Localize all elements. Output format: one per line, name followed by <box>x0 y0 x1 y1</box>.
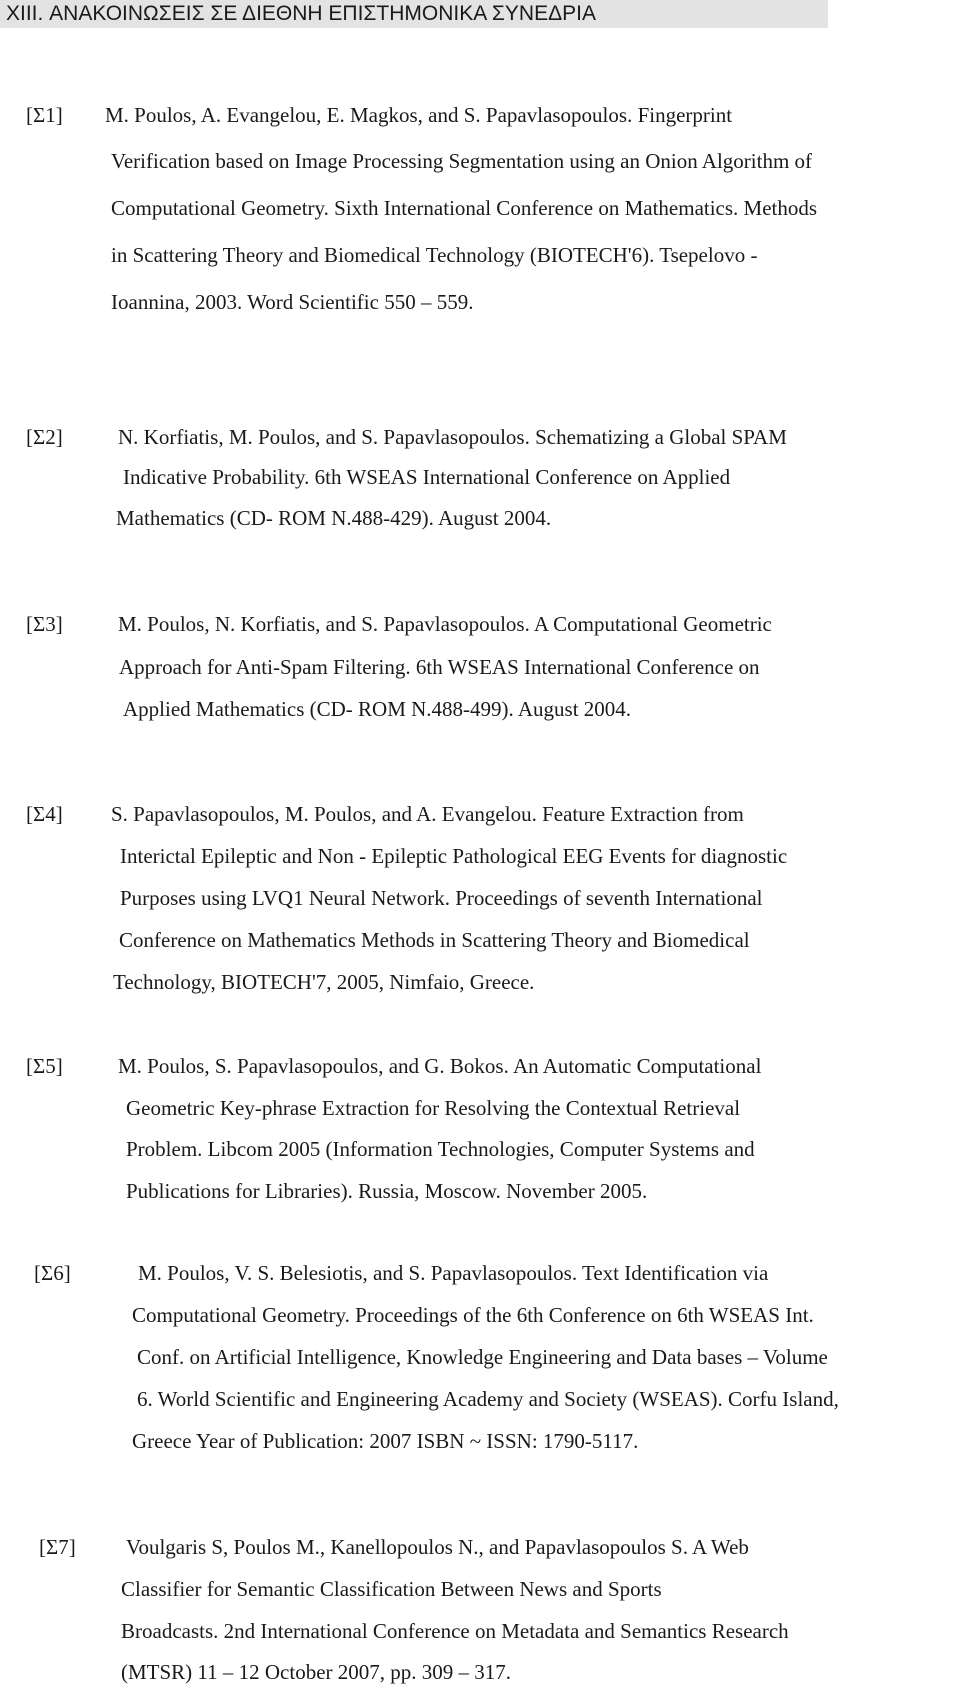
reference-line: Verification based on Image Processing Segmentation using an Onion Algorithm of <box>111 149 813 173</box>
reference-line: Conference on Mathematics Methods in Scattering Theory and Biomedical <box>119 928 750 952</box>
reference-line: Classifier for Semantic Classification Between News and Sports <box>121 1577 662 1601</box>
reference-line: 6. World Scientific and Engineering Academy and Society (WSEAS). Corfu Island, <box>137 1387 839 1411</box>
reference-line: Voulgaris S, Poulos M., Kanellopoulos N., and Papavlasopoulos S. A Web <box>126 1535 749 1559</box>
reference-line: Publications for Libraries). Russia, Moscow. November 2005. <box>126 1179 648 1203</box>
reference-line: (MTSR) 11 – 12 October 2007, pp. 309 – 317. <box>121 1660 512 1684</box>
reference-line: Ioannina, 2003. Word Scientific 550 – 559. <box>111 290 474 314</box>
reference-line: Indicative Probability. 6th WSEAS International Conference on Applied <box>123 465 731 489</box>
reference-line: Technology, BIOTECH'7, 2005, Nimfaio, Greece. <box>113 970 535 994</box>
reference-line: Mathematics (CD- ROM N.488-429). August 2004. <box>116 506 552 530</box>
reference-line: Conf. on Artificial Intelligence, Knowledge Engineering and Data bases – Volume <box>137 1345 828 1369</box>
reference-line: Applied Mathematics (CD- ROM N.488-499). August 2004. <box>123 697 632 721</box>
reference-line: N. Korfiatis, M. Poulos, and S. Papavlasopoulos. Schematizing a Global SPAM <box>118 425 787 449</box>
reference-line: Broadcasts. 2nd International Conference on Metadata and Semantics Research <box>121 1619 789 1643</box>
reference-label: [Σ6] <box>34 1261 71 1285</box>
reference-label: [Σ3] <box>26 612 63 636</box>
reference-line: Computational Geometry. Proceedings of the 6th Conference on 6th WSEAS Int. <box>132 1303 814 1327</box>
reference-label: [Σ1] <box>26 103 63 127</box>
reference-line: Geometric Key-phrase Extraction for Resolving the Contextual Retrieval <box>126 1096 741 1120</box>
reference-line: Greece Year of Publication: 2007 ISBN ~ ISSN: 1790-5117. <box>132 1429 639 1453</box>
section-heading-bar <box>0 0 828 28</box>
reference-line: S. Papavlasopoulos, M. Poulos, and A. Evangelou. Feature Extraction from <box>111 802 744 826</box>
reference-line: Interictal Epileptic and Non - Epileptic Pathological EEG Events for diagnostic <box>120 844 788 868</box>
reference-line: M. Poulos, N. Korfiatis, and S. Papavlasopoulos. A Computational Geometric <box>118 612 772 636</box>
reference-line: Computational Geometry. Sixth International Conference on Mathematics. Methods <box>111 196 818 220</box>
reference-label: [Σ2] <box>26 425 63 449</box>
reference-line: in Scattering Theory and Biomedical Technology (BIOTECH'6). Tsepelovo - <box>111 243 758 267</box>
reference-label: [Σ4] <box>26 802 63 826</box>
reference-line: M. Poulos, A. Evangelou, E. Magkos, and S. Papavlasopoulos. Fingerprint <box>105 103 733 127</box>
reference-label: [Σ7] <box>39 1535 76 1559</box>
section-heading: XIII. ΑΝΑΚΟΙΝΩΣΕΙΣ ΣΕ ΔΙΕΘΝΗ ΕΠΙΣΤΗΜΟΝΙΚΑ ΣΥΝΕΔΡΙΑ <box>6 2 596 25</box>
reference-line: Purposes using LVQ1 Neural Network. Proceedings of seventh International <box>120 886 763 910</box>
reference-line: M. Poulos, S. Papavlasopoulos, and G. Bokos. An Automatic Computational <box>118 1054 762 1078</box>
reference-line: M. Poulos, V. S. Belesiotis, and S. Papavlasopoulos. Text Identification via <box>138 1261 769 1285</box>
reference-label: [Σ5] <box>26 1054 63 1078</box>
reference-line: Approach for Anti-Spam Filtering. 6th WSEAS International Conference on <box>119 655 760 679</box>
reference-line: Problem. Libcom 2005 (Information Technologies, Computer Systems and <box>126 1137 755 1161</box>
